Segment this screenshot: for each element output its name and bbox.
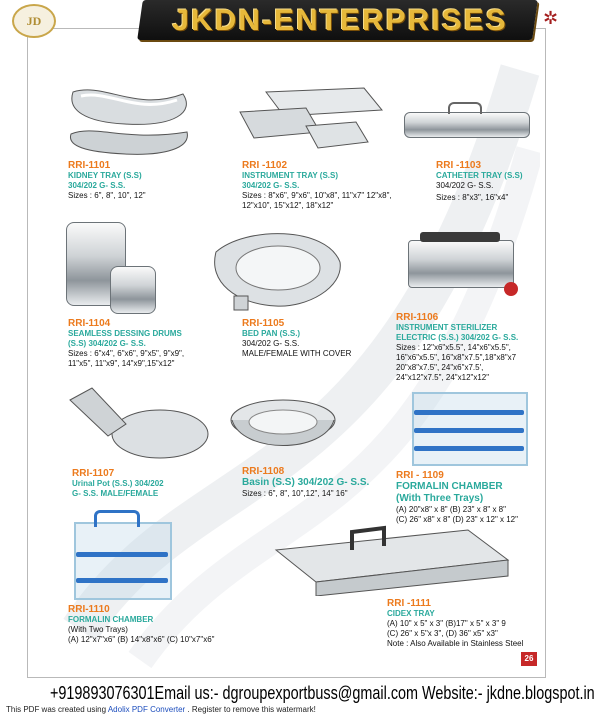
product-sizes: Sizes : 6"x4", 6"x6", 9"x5", 9"x9",: [68, 349, 185, 358]
cidex-tray-image: [272, 520, 512, 596]
catheter-tray-image: [404, 112, 530, 138]
product-grade: G- S.S. MALE/FEMALE: [72, 489, 159, 498]
watermark-notice: [6, 705, 316, 714]
dressing-drum-small-image: [110, 266, 156, 314]
contact-footer: +919893076301Email us:- dgroupexportbuss@gmail.com Website:- jkdne.blogspot.in: [50, 683, 595, 703]
product-name: FORMALIN CHAMBER: [68, 615, 154, 624]
product-grade: 304/202 G- S.S.: [68, 181, 126, 190]
product-name: CIDEX TRAY: [387, 609, 435, 618]
product-code: RRI-1107: [72, 468, 115, 479]
product-name: Basin (S.S) 304/202 G- S.S.: [242, 477, 370, 488]
product-sizes-continued: (C) 26" x8" x 8" (D) 23" x 12" x 12": [396, 515, 518, 524]
tray-bar: [76, 552, 168, 557]
watermark-text: This PDF was created using: [6, 705, 108, 714]
brand-ornament-icon: ✲: [543, 8, 559, 28]
product-code: RRI -1102: [242, 160, 288, 171]
chamber-handle: [94, 510, 140, 527]
product-code: RRI - 1109: [396, 470, 444, 481]
product-sizes-continued: 20"x8"x7.5", 24"x6"x7.5',: [396, 363, 484, 372]
product-code: RRI-1110: [68, 604, 110, 615]
page-number: 26: [521, 652, 537, 666]
product-grade: 304/202 G- S.S.: [436, 181, 494, 190]
product-name: SEAMLESS DESSING DRUMS: [68, 329, 182, 338]
company-logo: JD: [12, 4, 56, 38]
product-note: Note : Also Available in Stainless Steel: [387, 639, 524, 648]
product-name: BED PAN (S.S.): [242, 329, 301, 338]
instrument-tray-image: [236, 86, 386, 156]
product-sizes: MALE/FEMALE WITH COVER: [242, 349, 352, 358]
kidney-tray-image: [65, 82, 195, 157]
product-name: CATHETER TRAY (S.S): [436, 171, 523, 180]
urinal-pot-image: [62, 386, 212, 466]
product-rri-1107: [72, 468, 164, 499]
product-sizes: (A) 10" x 5" x 3" (B)17" x 5" x 3" 9: [387, 619, 506, 628]
product-rri-1102: [242, 160, 392, 211]
product-rri-1103: [436, 160, 523, 203]
product-sizes-continued: 16"x6"x5.5", 16"x8"x7.5",18"x8"x7: [396, 353, 517, 362]
product-sizes: Sizes : 12"x6"x5.5", 14"x6"x5.5",: [396, 343, 511, 352]
product-name: KIDNEY TRAY (S.S): [68, 171, 142, 180]
product-grade: 304/202 G- S.S.: [242, 339, 300, 348]
product-sizes: (A) 12"x7"x6" (B) 14"x8"x6" (C) 10"x7"x6": [68, 635, 215, 644]
sterilizer-switch-icon: [504, 282, 518, 296]
product-name: FORMALIN CHAMBER: [396, 481, 503, 492]
product-sizes: Sizes : 8"x6", 9"x6", 10"x8", 11"x7" 12"x8",: [242, 191, 392, 200]
product-name: Urinal Pot (S.S.) 304/202: [72, 479, 164, 488]
tray-bar: [414, 428, 524, 433]
product-sizes-continued: 11"x5", 11"x9", 14"x9",15"x12": [68, 359, 175, 368]
watermark-text-end: . Register to remove this watermark!: [185, 705, 316, 714]
product-sizes-continued: 12"x10", 15"x12", 18"x12": [242, 201, 334, 210]
product-variant: (With Three Trays): [396, 493, 484, 504]
brand-name: JKDN-ENTERPRISES: [172, 4, 508, 37]
product-code: RRI-1101: [68, 160, 111, 171]
tray-bar: [76, 578, 168, 583]
sterilizer-image: [408, 240, 514, 288]
product-rri-1104: [68, 318, 184, 369]
product-rri-1110: [68, 604, 215, 645]
product-rri-1109: [396, 470, 518, 525]
product-sizes-continued: 24"x12"x7.5", 24"x12"x12": [396, 373, 490, 382]
product-code: RRI -1103: [436, 160, 482, 171]
formalin-chamber-two-trays-image: [74, 522, 172, 600]
product-rri-1106: [396, 312, 518, 383]
product-rri-1108: [242, 466, 369, 499]
watermark-link[interactable]: Adolix PDF Converter: [107, 705, 186, 714]
product-grade: 304/202 G- S.S.: [242, 181, 300, 190]
product-sizes: Sizes : 6", 8", 10", 12": [68, 191, 146, 200]
product-sizes: Sizes : 6", 8", 10",12", 14" 16": [242, 489, 348, 498]
product-code: RRI-1105: [242, 318, 285, 329]
product-code: RRI-1106: [396, 312, 439, 323]
product-sizes: (A) 20"x8" x 8" (B) 23" x 8" x 8": [396, 505, 506, 514]
product-code: RRI-1108: [242, 466, 285, 477]
product-sizes: Sizes : 8"x3", 16"x4": [436, 193, 509, 202]
product-name: INSTRUMENT TRAY (S.S): [242, 171, 339, 180]
product-variant: (With Two Trays): [68, 625, 128, 634]
product-code: RRI -1111: [387, 598, 431, 609]
tray-bar: [414, 446, 524, 451]
basin-image: [228, 394, 338, 464]
sterilizer-lid: [420, 232, 500, 242]
catheter-tray-handle: [448, 102, 482, 114]
product-sizes-continued: (C) 26" x 5"x 3", (D) 36" x5" x3": [387, 629, 498, 638]
product-rri-1101: [68, 160, 146, 201]
product-grade: (S.S) 304/202 G- S.S.: [68, 339, 146, 348]
product-grade: ELECTRIC (S.S.) 304/202 G- S.S.: [396, 333, 519, 342]
product-name: INSTRUMENT STERILIZER: [396, 323, 498, 332]
tray-bar: [414, 410, 524, 415]
product-rri-1105: [242, 318, 351, 359]
bed-pan-image: [206, 222, 346, 314]
product-code: RRI-1104: [68, 318, 111, 329]
product-rri-1111: [387, 598, 523, 649]
